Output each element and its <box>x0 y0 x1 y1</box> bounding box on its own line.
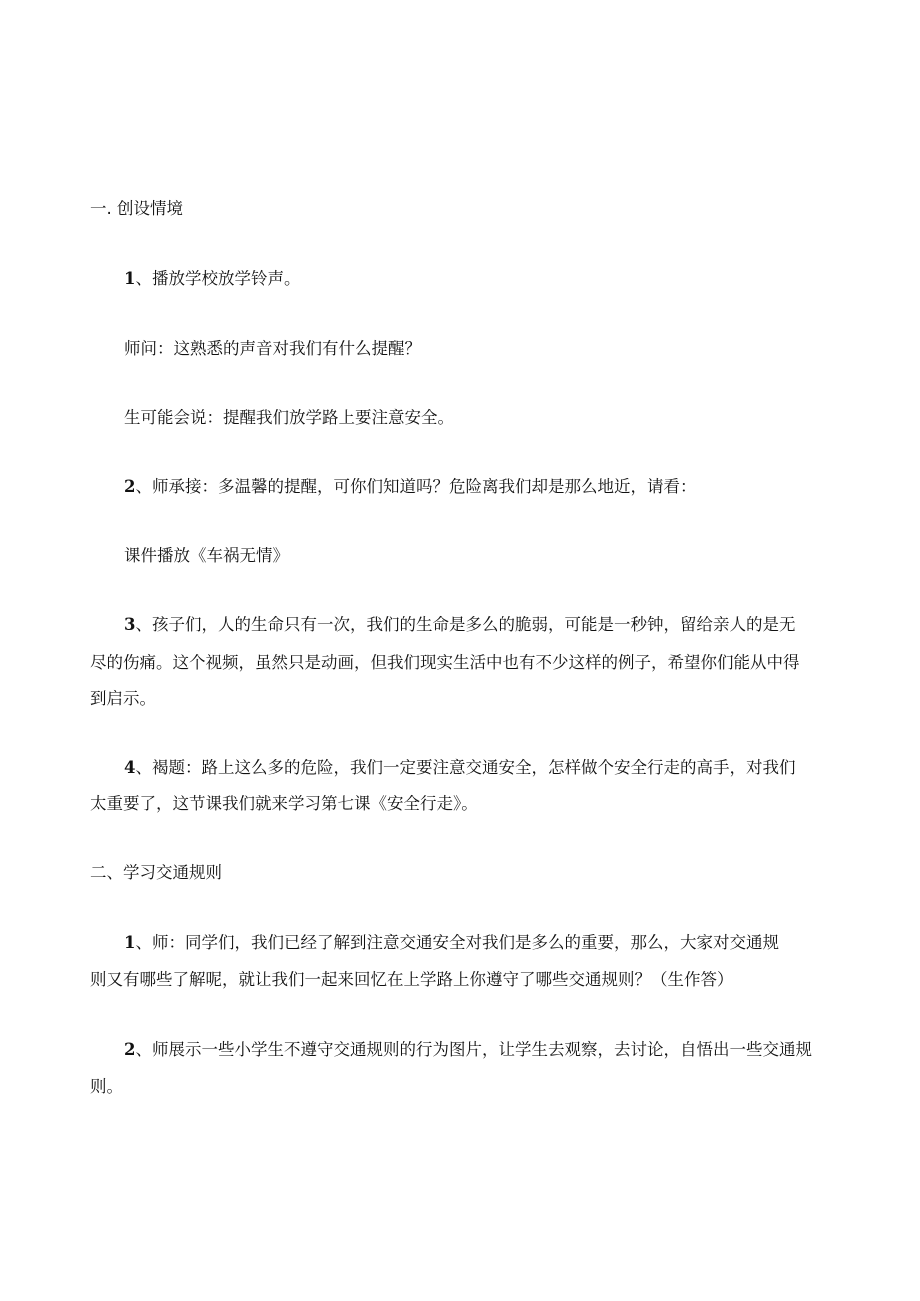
section2-item1-line2: 则又有哪些了解呢，就让我们一起来回忆在上学路上你遵守了哪些交通规则？（生作答） <box>90 970 734 989</box>
section1-item4-line2: 太重要了，这节课我们就来学习第七课《安全行走》。 <box>90 794 478 813</box>
section1-item1: 1、播放学校放学铃声。 <box>124 269 301 288</box>
item-number: 1 <box>124 269 136 288</box>
item-number: 4 <box>124 758 136 777</box>
section2-item2-line1: 2、师展示一些小学生不遵守交通规则的行为图片，让学生去观察，去讨论，自悟出一些交通规 <box>124 1040 812 1059</box>
section2-heading: 二、学习交通规则 <box>90 863 222 882</box>
item-number: 2 <box>124 1040 136 1059</box>
item-number: 3 <box>124 615 136 634</box>
teacher-question: 师问：这熟悉的声音对我们有什么提醒？ <box>124 339 421 358</box>
section1-item4-line1: 4、褐题：路上这么多的危险，我们一定要注意交通安全，怎样做个安全行走的高手，对我们 <box>124 758 796 777</box>
student-answer: 生可能会说：提醒我们放学路上要注意安全。 <box>124 408 454 427</box>
courseware-line: 课件播放《车祸无情》 <box>124 546 289 565</box>
section2-item2-line2: 则。 <box>90 1077 123 1096</box>
section1-item2: 2、师承接：多温馨的提醒，可你们知道吗？危险离我们却是那么地近，请看： <box>124 477 697 496</box>
section1-heading: 一. 创设情境 <box>90 199 183 218</box>
section1-item3-line2: 尽的伤痛。这个视频，虽然只是动画，但我们现实生活中也有不少这样的例子，希望你们能从中得 <box>90 653 800 672</box>
item-number: 1 <box>124 933 136 952</box>
item-number: 2 <box>124 477 136 496</box>
section1-item3-line1: 3、孩子们，人的生命只有一次，我们的生命是多么的脆弱，可能是一秒钟，留给亲人的是无 <box>124 615 796 634</box>
section1-item3-line3: 到启示。 <box>90 689 156 708</box>
section2-item1-line1: 1、师：同学们，我们已经了解到注意交通安全对我们是多么的重要，那么，大家对交通规 <box>124 933 779 952</box>
